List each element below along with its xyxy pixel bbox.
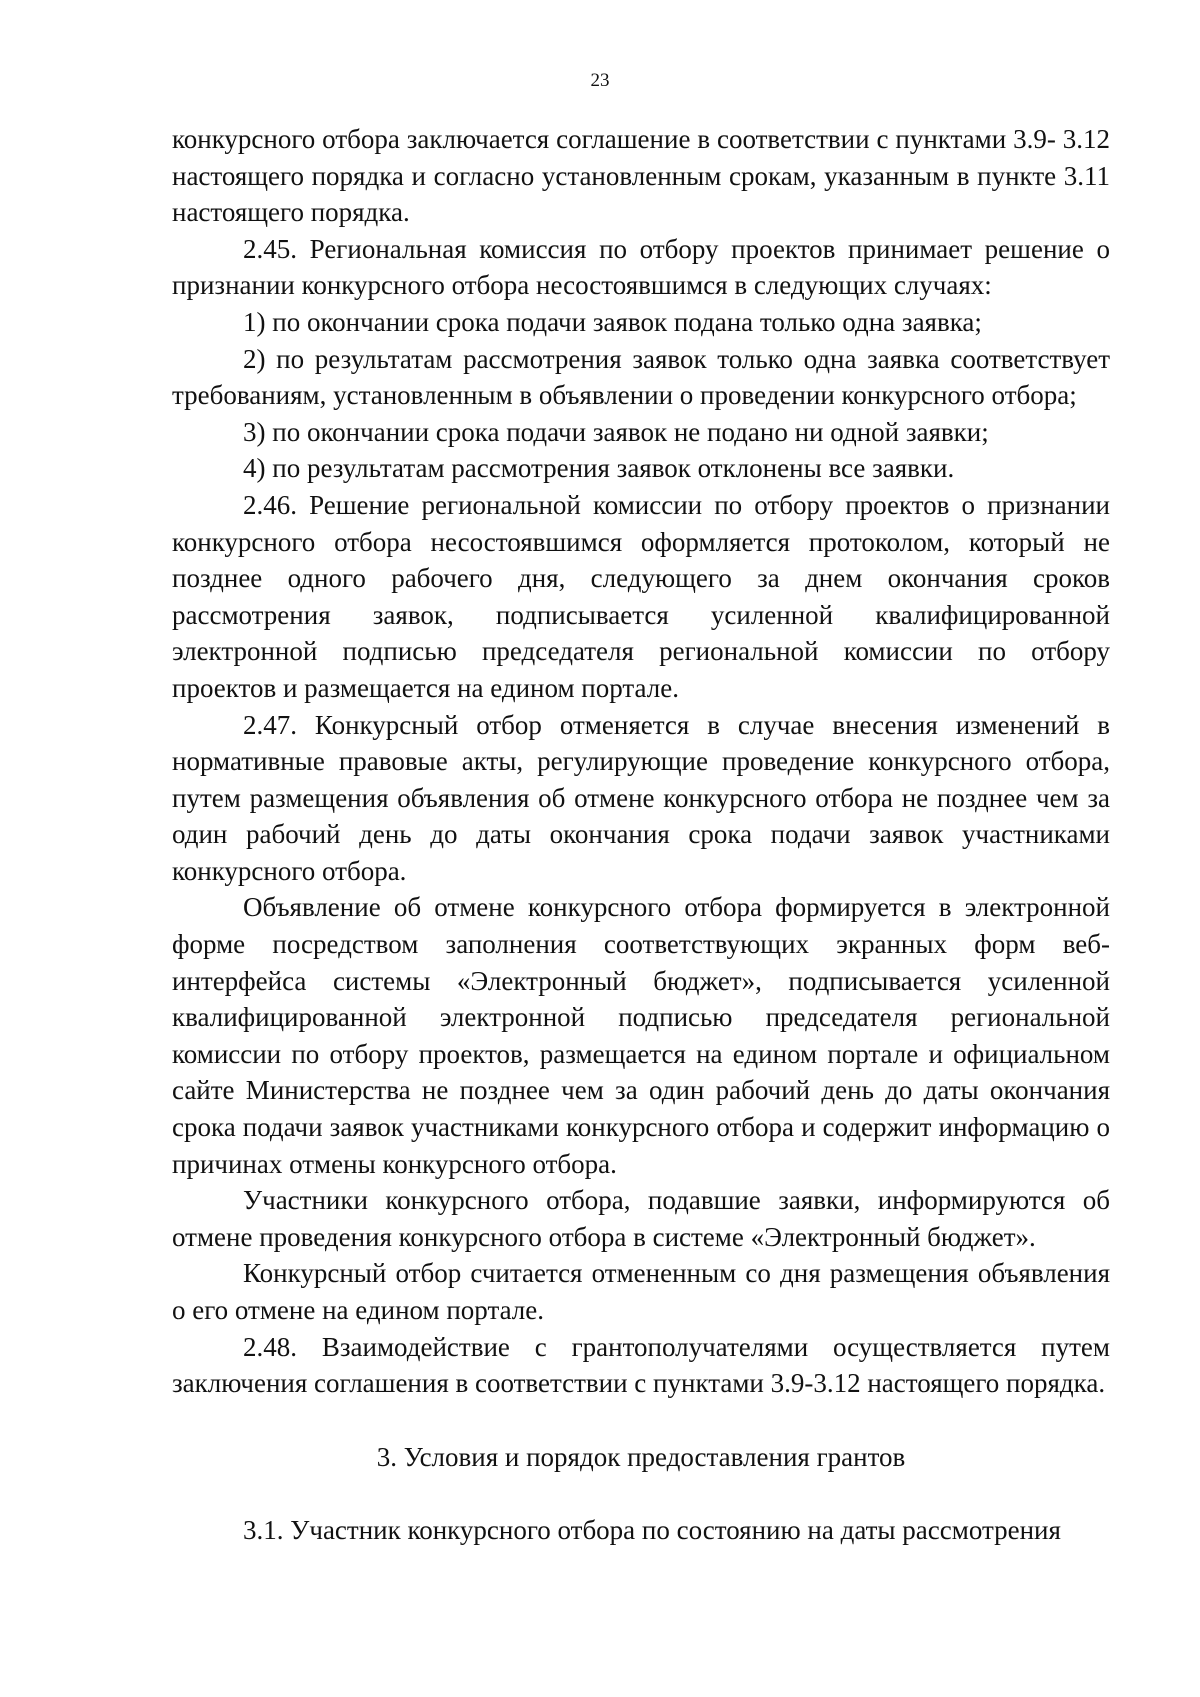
paragraph-2-45: 2.45. Региональная комиссия по отбору проектов принимает решение о признании конкурсного отбора несостоявшимся в следующих случаях: bbox=[172, 233, 1110, 301]
page-number: 23 bbox=[590, 70, 610, 91]
list-item-4: 4) по результатам рассмотрения заявок отклонены все заявки. bbox=[243, 453, 955, 484]
paragraph-participants-informed: Участники конкурсного отбора, подавшие заявки, информируются об отмене проведения конкурсного отбора в системе «Электронный бюджет». bbox=[172, 1185, 1110, 1252]
paragraph-considered-cancelled: Конкурсный отбор считается отмененным со дня размещения объявления о его отмене на едином портале. bbox=[172, 1258, 1110, 1325]
list-item-2: 2) по результатам рассмотрения заявок только одна заявка соответствует требованиям, установленным в объявлении о проведении конкурсного отбора; bbox=[172, 343, 1110, 411]
list-item-1: 1) по окончании срока подачи заявок подана только одна заявка; bbox=[243, 306, 982, 337]
paragraph-2-47: 2.47. Конкурсный отбор отменяется в случае внесения изменений в нормативные правовые акты, регулирующие проведение конкурсного отбора, путем размещения объявления об отмене конкурсного отбора не позднее чем за один рабочий день до даты окончания срока подачи заявок участниками конкурсного отбора. bbox=[172, 709, 1110, 886]
paragraph-3-1: 3.1. Участник конкурсного отбора по состоянию на даты рассмотрения bbox=[243, 1515, 1061, 1546]
paragraph-2-48: 2.48. Взаимодействие с грантополучателями осуществляется путем заключения соглашения в соответствии с пунктами 3.9-3.12 настоящего порядка. bbox=[172, 1331, 1110, 1399]
paragraph-2-46: 2.46. Решение региональной комиссии по отбору проектов о признании конкурсного отбора несостоявшимся оформляется протоколом, который не позднее одного рабочего дня, следующего за днем окончания сроков рассмотрения заявок, подписывается усиленной квалифицированной электронной подписью председателя региональной комиссии по отбору проектов и размещается на едином портале. bbox=[172, 489, 1110, 703]
section-heading: 3. Условия и порядок предоставления грантов bbox=[376, 1441, 906, 1472]
paragraph-cancellation-notice: Объявление об отмене конкурсного отбора формируется в электронной форме посредством заполнения соответствующих экранных форм веб-интерфейса системы «Электронный бюджет», подписывается усиленной квалифицированной электронной подписью председателя региональной комиссии по отбору проектов, размещается на едином портале и официальном сайте Министерства не позднее чем за один рабочий день до даты окончания срока подачи заявок участниками конкурсного отбора и содержит информацию о причинах отмены конкурсного отбора. bbox=[172, 892, 1110, 1179]
paragraph-continuation: конкурсного отбора заключается соглашение в соответствии с пунктами 3.9- 3.12 настоящего порядка и согласно установленным срокам, указанным в пункте 3.11 настоящего порядка. bbox=[172, 124, 1110, 228]
document-body bbox=[172, 121, 1110, 1549]
list-item-3: 3) по окончании срока подачи заявок не подано ни одной заявки; bbox=[243, 416, 989, 447]
